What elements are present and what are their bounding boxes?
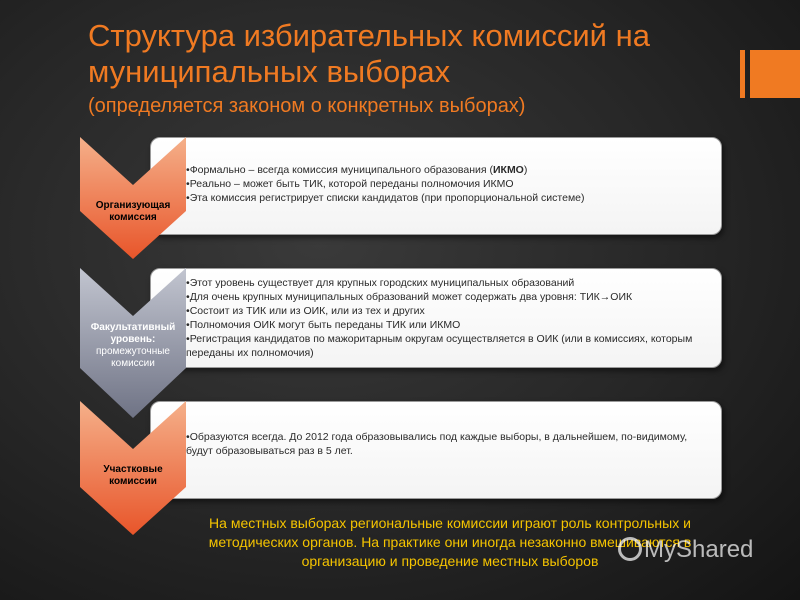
bullet: • Состоит из ТИК или из ОИК, или из тех и других [186, 304, 716, 318]
watermark: MyShared [618, 536, 753, 564]
slide-subtitle: (определяется законом о конкретных выборах) [88, 95, 526, 117]
level-1-bullets [186, 163, 716, 205]
level-1-chevron [80, 137, 186, 259]
bullet: • Полномочия ОИК могут быть переданы ТИК или ИКМО [186, 318, 716, 332]
level-2-label [80, 322, 186, 370]
level-2-bullets [186, 276, 716, 360]
bullet: • Для очень крупных муниципальных образований может содержать два уровня: ТИК→ОИК [186, 290, 716, 304]
level-3-label: Участковые комиссии [103, 464, 163, 487]
level-2-label-main: Факультативный уровень: [90, 322, 176, 345]
bullet: • Реально – может быть ТИК, которой переданы полномочия ИКМО [186, 177, 716, 191]
level-2-label-sub: промежуточные комиссии [96, 346, 170, 369]
footer-note: На местных выборах региональные комиссии играют роль контрольных и методических органов. На практике они иногда незаконно вмешиваются в организацию и проведение местных выборов [208, 515, 692, 569]
accent-bar-wide [750, 50, 800, 98]
bullet: • Регистрация кандидатов по мажоритарным округам осуществляется в ОИК (или в комиссиях, которым переданы их полномочия) [186, 332, 716, 360]
slide-title: Структура избирательных комиссий на муниципальных выборах [88, 18, 650, 89]
bullet: • Эта комиссия регистрирует списки кандидатов (при пропорциональной системе) [186, 191, 716, 205]
level-1-label: Организующая комиссия [95, 200, 171, 223]
level-3-bullets [186, 430, 716, 458]
bullet: • Формально – всегда комиссия муниципального образования (ИКМО) [186, 163, 716, 177]
accent-bar-thin [740, 50, 745, 98]
bullet: • Образуются всегда. До 2012 года образовывались под каждые выборы, в дальнейшем, по-видимому, будут образовываться раз в 5 лет. [186, 430, 716, 458]
bullet: • Этот уровень существует для крупных городских муниципальных образований [186, 276, 716, 290]
watermark-logo-icon [618, 537, 642, 561]
